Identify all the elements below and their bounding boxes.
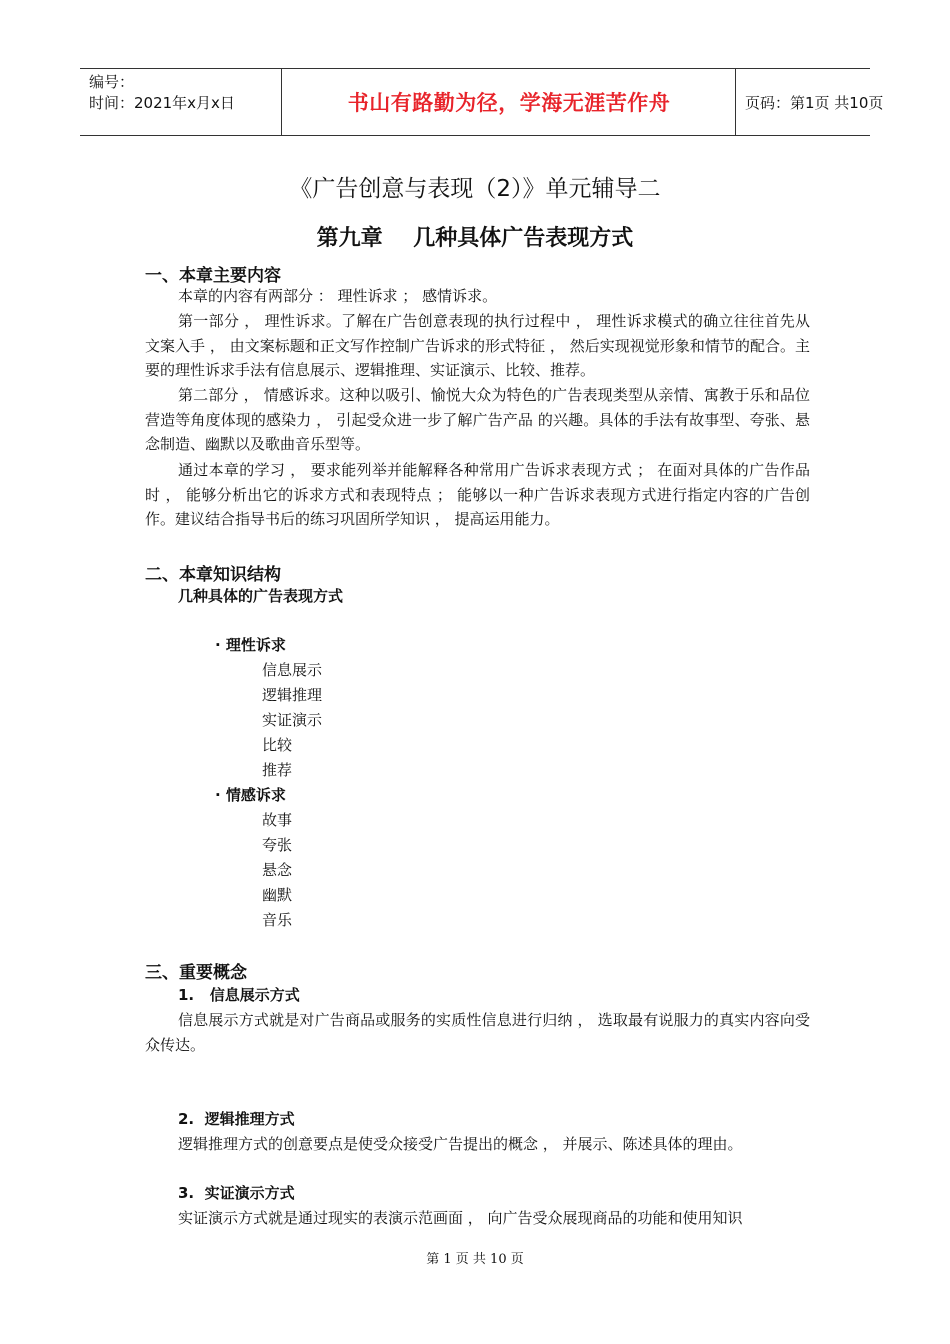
number-label: 编号： xyxy=(89,73,135,91)
concept-title: 3. 实证演示方式 xyxy=(178,1184,295,1202)
document-title: 《广告创意与表现（2）》单元辅导二 xyxy=(289,176,661,202)
leaf-item: 比较 xyxy=(262,736,293,754)
paragraph: 本章的内容有两部分 ： 理性诉求 ； 感情诉求。 xyxy=(178,287,498,305)
leaf-item: 推荐 xyxy=(262,761,293,779)
time-label: 时间：2021年x月x日 xyxy=(89,94,235,112)
leaf-item: 实证演示 xyxy=(262,711,323,729)
section-heading-concepts: 三、重要概念 xyxy=(145,963,247,983)
section-heading-content: 一、本章主要内容 xyxy=(145,266,281,286)
concept-title: 1. 信息展示方式 xyxy=(178,986,300,1004)
section-heading-structure: 二、本章知识结构 xyxy=(145,565,281,585)
leaf-item: 夸张 xyxy=(262,836,293,854)
concept-text: 逻辑推理方式的创意要点是使受众接受广告提出的概念 ， 并展示、陈述具体的理由。 xyxy=(178,1135,743,1153)
paragraph: 第一部分 ， 理性诉求。了解在广告创意表现的执行过程中 ， 理性诉求模式的确立往往首先从文案入手 ， 由文案标题和正文写作控制广告诉求的形式特征 ， 然后实现视觉形象和情节的配合。主要的理性诉求手法有信息展示、逻辑推理、实证演示、比较、推荐。 xyxy=(145,312,810,380)
leaf-item: 逻辑推理 xyxy=(262,686,323,704)
leaf-item: 音乐 xyxy=(262,911,293,929)
header-page-info: 页码：第1页 共10页 xyxy=(745,93,884,112)
leaf-item: 故事 xyxy=(262,811,293,829)
paragraph: 通过本章的学习 ， 要求能列举并能解释各种常用广告诉求表现方式 ； 在面对具体的广告作品时 ， 能够分析出它的诉求方式和表现特点 ； 能够以一种广告诉求表现方式进行指定内容的广告创作。建议结合指导书后的练习巩固所学知识 ， 提高运用能力。 xyxy=(145,461,810,529)
concept-title: 2. 逻辑推理方式 xyxy=(178,1110,295,1128)
concept-text: 信息展示方式就是对广告商品或服务的实质性信息进行归纳 ， 选取最有说服力的真实内容向受众传达。 xyxy=(145,1011,810,1054)
leaf-item: 幽默 xyxy=(262,886,293,904)
page-header xyxy=(80,68,884,136)
branch-emotional: · 情感诉求 xyxy=(215,786,286,804)
leaf-item: 悬念 xyxy=(262,861,293,879)
branch-rational: · 理性诉求 xyxy=(215,636,286,654)
structure-root: 几种具体的广告表现方式 xyxy=(178,587,344,605)
concept-text: 实证演示方式就是通过现实的表演示范画面 ， 向广告受众展现商品的功能和使用知识 xyxy=(178,1209,743,1227)
header-meta-cell xyxy=(80,69,282,135)
chapter-title: 第九章 几种具体广告表现方式 xyxy=(316,226,634,251)
header-motto: 书山有路勤为径，学海无涯苦作舟 xyxy=(283,69,736,135)
paragraph: 第二部分 ， 情感诉求。这种以吸引、愉悦大众为特色的广告表现类型从亲情、寓教于乐和品位营造等角度体现的感染力 ， 引起受众进一步了解广告产品 的兴趣。具体的手法有故事型、夸张、悬念制造、幽默以及歌曲音乐型等。 xyxy=(145,386,810,454)
leaf-item: 信息展示 xyxy=(262,661,323,679)
page-footer: 第 1 页 共 10 页 xyxy=(426,1252,524,1267)
